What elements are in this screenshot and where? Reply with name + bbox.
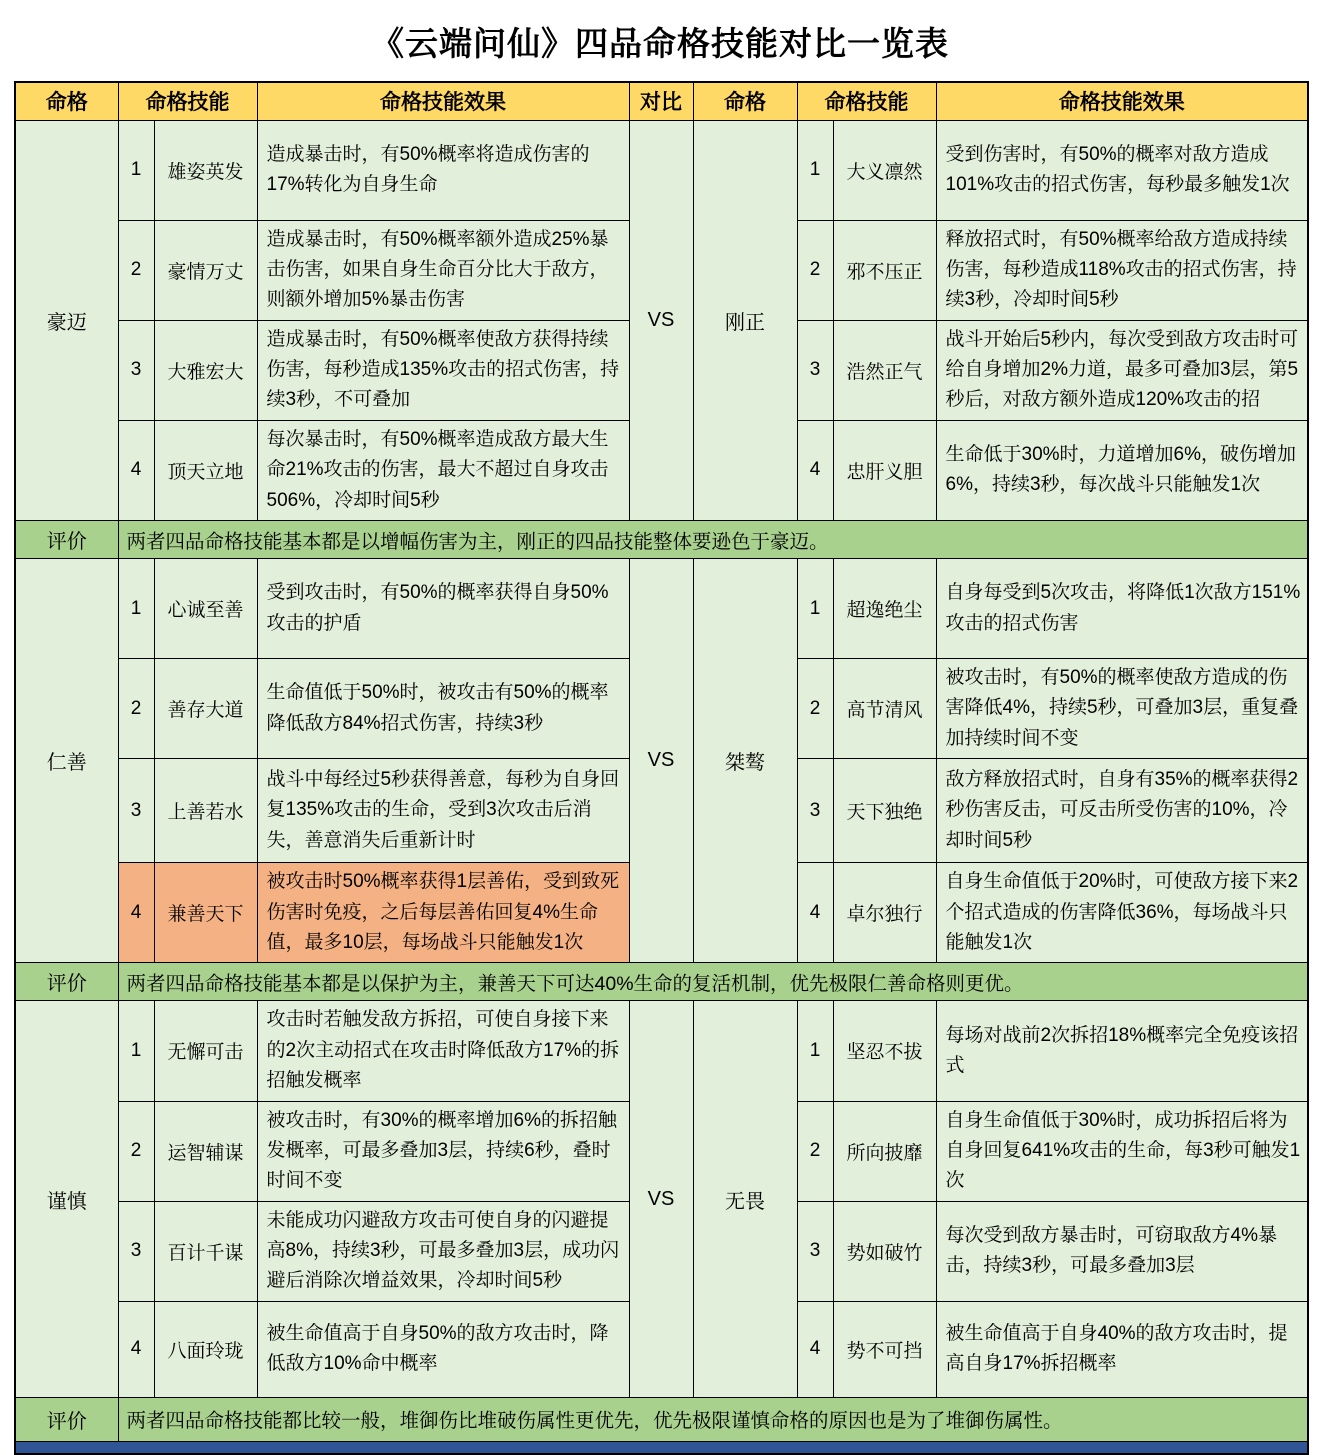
skill-name: 大义凛然: [833, 120, 936, 220]
skill-effect: 敌方释放招式时，自身有35%的概率获得2秒伤害反击，可反击所受伤害的10%，冷却时间5秒: [936, 759, 1308, 863]
header-row: [15, 82, 1308, 120]
table-row: [15, 1001, 1308, 1101]
skill-effect: 被攻击时，有50%的概率使敌方造成的伤害降低4%，持续5秒，可叠加3层，重复叠加持续时间不变: [936, 659, 1308, 759]
review-label: 评价: [15, 521, 118, 559]
skill-name: 超逸绝尘: [833, 559, 936, 659]
skill-name: 无懈可击: [154, 1001, 257, 1101]
skill-name: 邪不压正: [833, 220, 936, 320]
review-text: 两者四品命格技能基本都是以保护为主，兼善天下可达40%生命的复活机制，优先极限仁善命格则更优。: [118, 963, 1308, 1001]
skill-effect: 未能成功闪避敌方攻击可使自身的闪避提高8%，持续3秒，可最多叠加3层，成功闪避后消除次增益效果，冷却时间5秒: [257, 1201, 629, 1301]
skill-name: 八面玲珑: [154, 1301, 257, 1397]
skill-effect: 受到伤害时，有50%的概率对敌方造成101%攻击的招式伤害，每秒最多触发1次: [936, 120, 1308, 220]
header-vs: 对比: [629, 82, 693, 120]
skill-name: 雄姿英发: [154, 120, 257, 220]
skill-effect: 造成暴击时，有50%概率将造成伤害的17%转化为自身生命: [257, 120, 629, 220]
skill-name-highlighted: 兼善天下: [154, 863, 257, 963]
header-effect-left: 命格技能效果: [257, 82, 629, 120]
skill-number: 2: [797, 1101, 833, 1201]
table-row: [15, 120, 1308, 220]
skill-name: 顶天立地: [154, 420, 257, 520]
skill-effect: 造成暴击时，有50%概率额外造成25%暴击伤害，如果自身生命百分比大于敌方，则额外增加5%暴击伤害: [257, 220, 629, 320]
skill-name: 坚忍不拔: [833, 1001, 936, 1101]
vs-cell: VS: [629, 1001, 693, 1398]
skill-number: 3: [797, 320, 833, 420]
skill-number: 3: [797, 1201, 833, 1301]
review-text: 两者四品命格技能都比较一般，堆御伤比堆破伤属性更优先，优先极限谨慎命格的原因也是为了堆御伤属性。: [118, 1397, 1308, 1441]
skill-number-highlighted: 4: [118, 863, 154, 963]
skill-number: 1: [118, 1001, 154, 1101]
header-mingge-right: 命格: [693, 82, 797, 120]
skill-number: 2: [797, 659, 833, 759]
skill-effect: 自身每受到5次攻击，将降低1次敌方151%攻击的招式伤害: [936, 559, 1308, 659]
skill-effect: 自身生命值低于20%时，可使敌方接下来2个招式造成的伤害降低36%，每场战斗只能触发1次: [936, 863, 1308, 963]
skill-effect: 战斗中每经过5秒获得善意，每秒为自身回复135%攻击的生命，受到3次攻击后消失，善意消失后重新计时: [257, 759, 629, 863]
skill-effect: 每次受到敌方暴击时，可窃取敌方4%暴击，持续3秒，可最多叠加3层: [936, 1201, 1308, 1301]
skill-name: 忠肝义胆: [833, 420, 936, 520]
header-skill-left: 命格技能: [118, 82, 257, 120]
skill-name: 天下独绝: [833, 759, 936, 863]
skill-number: 1: [118, 559, 154, 659]
fate-name-right: 桀骜: [693, 559, 797, 963]
fate-name-left: 豪迈: [15, 120, 118, 521]
skill-effect: 受到攻击时，有50%的概率获得自身50%攻击的护盾: [257, 559, 629, 659]
skill-number: 1: [118, 120, 154, 220]
skill-number: 1: [797, 120, 833, 220]
skill-effect: 被攻击时，有30%的概率增加6%的拆招触发概率，可最多叠加3层，持续6秒，叠时时间不变: [257, 1101, 629, 1201]
skill-effect-highlighted: 被攻击时50%概率获得1层善佑，受到致死伤害时免疫，之后每层善佑回复4%生命值，最多10层，每场战斗只能触发1次: [257, 863, 629, 963]
skill-number: 4: [797, 1301, 833, 1397]
skill-number: 3: [118, 759, 154, 863]
skill-number: 2: [118, 1101, 154, 1201]
comparison-table: [14, 81, 1309, 1455]
skill-effect: 生命值低于50%时，被攻击有50%的概率降低敌方84%招式伤害，持续3秒: [257, 659, 629, 759]
table-row: [15, 559, 1308, 659]
skill-effect: 每次暴击时，有50%概率造成敌方最大生命21%攻击的伤害，最大不超过自身攻击506%，冷却时间5秒: [257, 420, 629, 520]
skill-effect: 自身生命值低于30%时，成功拆招后将为自身回复641%攻击的生命，每3秒可触发1次: [936, 1101, 1308, 1201]
review-label: 评价: [15, 1397, 118, 1441]
review-text: 两者四品命格技能基本都是以增幅伤害为主，刚正的四品技能整体要逊色于豪迈。: [118, 521, 1308, 559]
header-mingge-left: 命格: [15, 82, 118, 120]
skill-number: 2: [118, 659, 154, 759]
skill-effect: 每场对战前2次拆招18%概率完全免疫该招式: [936, 1001, 1308, 1101]
header-effect-right: 命格技能效果: [936, 82, 1308, 120]
skill-number: 3: [797, 759, 833, 863]
footer-bar: [15, 1441, 1308, 1454]
skill-effect: 造成暴击时，有50%概率使敌方获得持续伤害，每秒造成135%攻击的招式伤害，持续3秒，不可叠加: [257, 320, 629, 420]
review-row: [15, 521, 1308, 559]
skill-name: 高节清风: [833, 659, 936, 759]
skill-name: 心诚至善: [154, 559, 257, 659]
skill-name: 豪情万丈: [154, 220, 257, 320]
skill-name: 善存大道: [154, 659, 257, 759]
review-label: 评价: [15, 963, 118, 1001]
skill-number: 3: [118, 1201, 154, 1301]
vs-cell: VS: [629, 559, 693, 963]
skill-number: 1: [797, 559, 833, 659]
skill-effect: 被生命值高于自身40%的敌方攻击时，提高自身17%拆招概率: [936, 1301, 1308, 1397]
fate-name-right: 刚正: [693, 120, 797, 521]
skill-effect: 生命低于30%时，力道增加6%，破伤增加6%，持续3秒，每次战斗只能触发1次: [936, 420, 1308, 520]
review-row: [15, 1397, 1308, 1441]
skill-number: 4: [797, 863, 833, 963]
review-row: [15, 963, 1308, 1001]
skill-name: 上善若水: [154, 759, 257, 863]
skill-effect: 战斗开始后5秒内，每次受到敌方攻击时可给自身增加2%力道，最多可叠加3层，第5秒后，对敌方额外造成120%攻击的招: [936, 320, 1308, 420]
skill-name: 运智辅谋: [154, 1101, 257, 1201]
vs-cell: VS: [629, 120, 693, 521]
page-title: 《云端问仙》四品命格技能对比一览表: [371, 25, 949, 62]
skill-number: 4: [118, 1301, 154, 1397]
skill-name: 百计千谋: [154, 1201, 257, 1301]
fate-name-left: 谨慎: [15, 1001, 118, 1398]
skill-name: 卓尔独行: [833, 863, 936, 963]
skill-number: 2: [118, 220, 154, 320]
footer-bar-row: [15, 1441, 1308, 1454]
fate-name-left: 仁善: [15, 559, 118, 963]
header-skill-right: 命格技能: [797, 82, 936, 120]
skill-number: 1: [797, 1001, 833, 1101]
skill-number: 3: [118, 320, 154, 420]
skill-name: 势如破竹: [833, 1201, 936, 1301]
skill-number: 4: [118, 420, 154, 520]
skill-number: 2: [797, 220, 833, 320]
skill-effect: 释放招式时，有50%概率给敌方造成持续伤害，每秒造成118%攻击的招式伤害，持续3秒，冷却时间5秒: [936, 220, 1308, 320]
skill-effect: 被生命值高于自身50%的敌方攻击时，降低敌方10%命中概率: [257, 1301, 629, 1397]
skill-effect: 攻击时若触发敌方拆招，可使自身接下来的2次主动招式在攻击时降低敌方17%的拆招触发概率: [257, 1001, 629, 1101]
skill-number: 4: [797, 420, 833, 520]
skill-name: 所向披靡: [833, 1101, 936, 1201]
skill-name: 大雅宏大: [154, 320, 257, 420]
fate-name-right: 无畏: [693, 1001, 797, 1398]
skill-name: 浩然正气: [833, 320, 936, 420]
skill-name: 势不可挡: [833, 1301, 936, 1397]
